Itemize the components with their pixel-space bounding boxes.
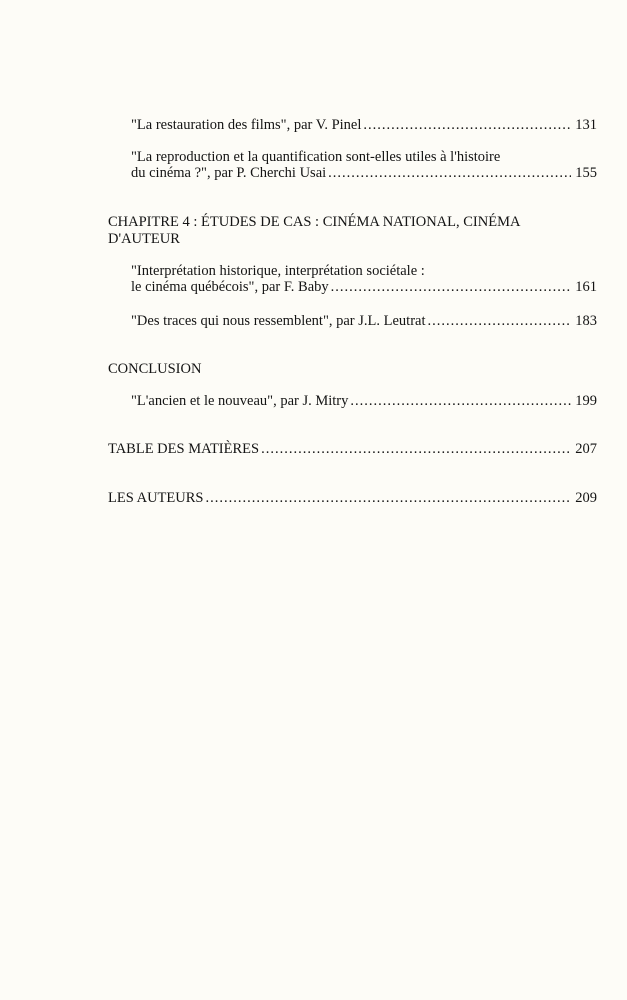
entry-page: 209 xyxy=(575,490,597,506)
dot-leader xyxy=(331,279,572,296)
dot-leader xyxy=(205,490,571,507)
entry-title: "L'ancien et le nouveau", par J. Mitry xyxy=(131,393,349,409)
entry-page: 131 xyxy=(575,117,597,133)
toc-entry-auteurs xyxy=(108,490,597,507)
toc-entry-restauration xyxy=(131,117,597,134)
toc-entry-reproduction xyxy=(131,165,597,182)
entry-page: 155 xyxy=(575,165,597,181)
entry-line1: "Interprétation historique, interprétation sociétale : xyxy=(131,263,425,279)
entry-title: LES AUTEURS xyxy=(108,490,204,506)
entry-page: 183 xyxy=(575,313,597,329)
conclusion-heading: CONCLUSION xyxy=(108,361,202,377)
dot-leader xyxy=(363,117,571,134)
entry-title: du cinéma ?", par P. Cherchi Usai xyxy=(131,165,327,181)
entry-page: 161 xyxy=(575,279,597,295)
toc-entry-traces xyxy=(131,313,597,330)
dot-leader xyxy=(261,441,571,458)
chapter-heading: CHAPITRE 4 : ÉTUDES DE CAS : CINÉMA NATIONAL, CINÉMA D'AUTEUR xyxy=(108,214,520,247)
dot-leader xyxy=(328,165,571,182)
entry-title: "Des traces qui nous ressemblent", par J.L. Leutrat xyxy=(131,313,426,329)
entry-page: 207 xyxy=(575,441,597,457)
entry-page: 199 xyxy=(575,393,597,409)
entry-line1: "La reproduction et la quantification sont-elles utiles à l'histoire xyxy=(131,149,501,165)
toc-entry-ancien xyxy=(131,393,597,410)
entry-title: "La restauration des films", par V. Pinel xyxy=(131,117,362,133)
entry-title: le cinéma québécois", par F. Baby xyxy=(131,279,329,295)
dot-leader xyxy=(350,393,571,410)
dot-leader xyxy=(428,313,572,330)
toc-entry-table xyxy=(108,441,597,458)
entry-title: TABLE DES MATIÈRES xyxy=(108,441,260,457)
toc-entry-interpretation xyxy=(131,279,597,296)
